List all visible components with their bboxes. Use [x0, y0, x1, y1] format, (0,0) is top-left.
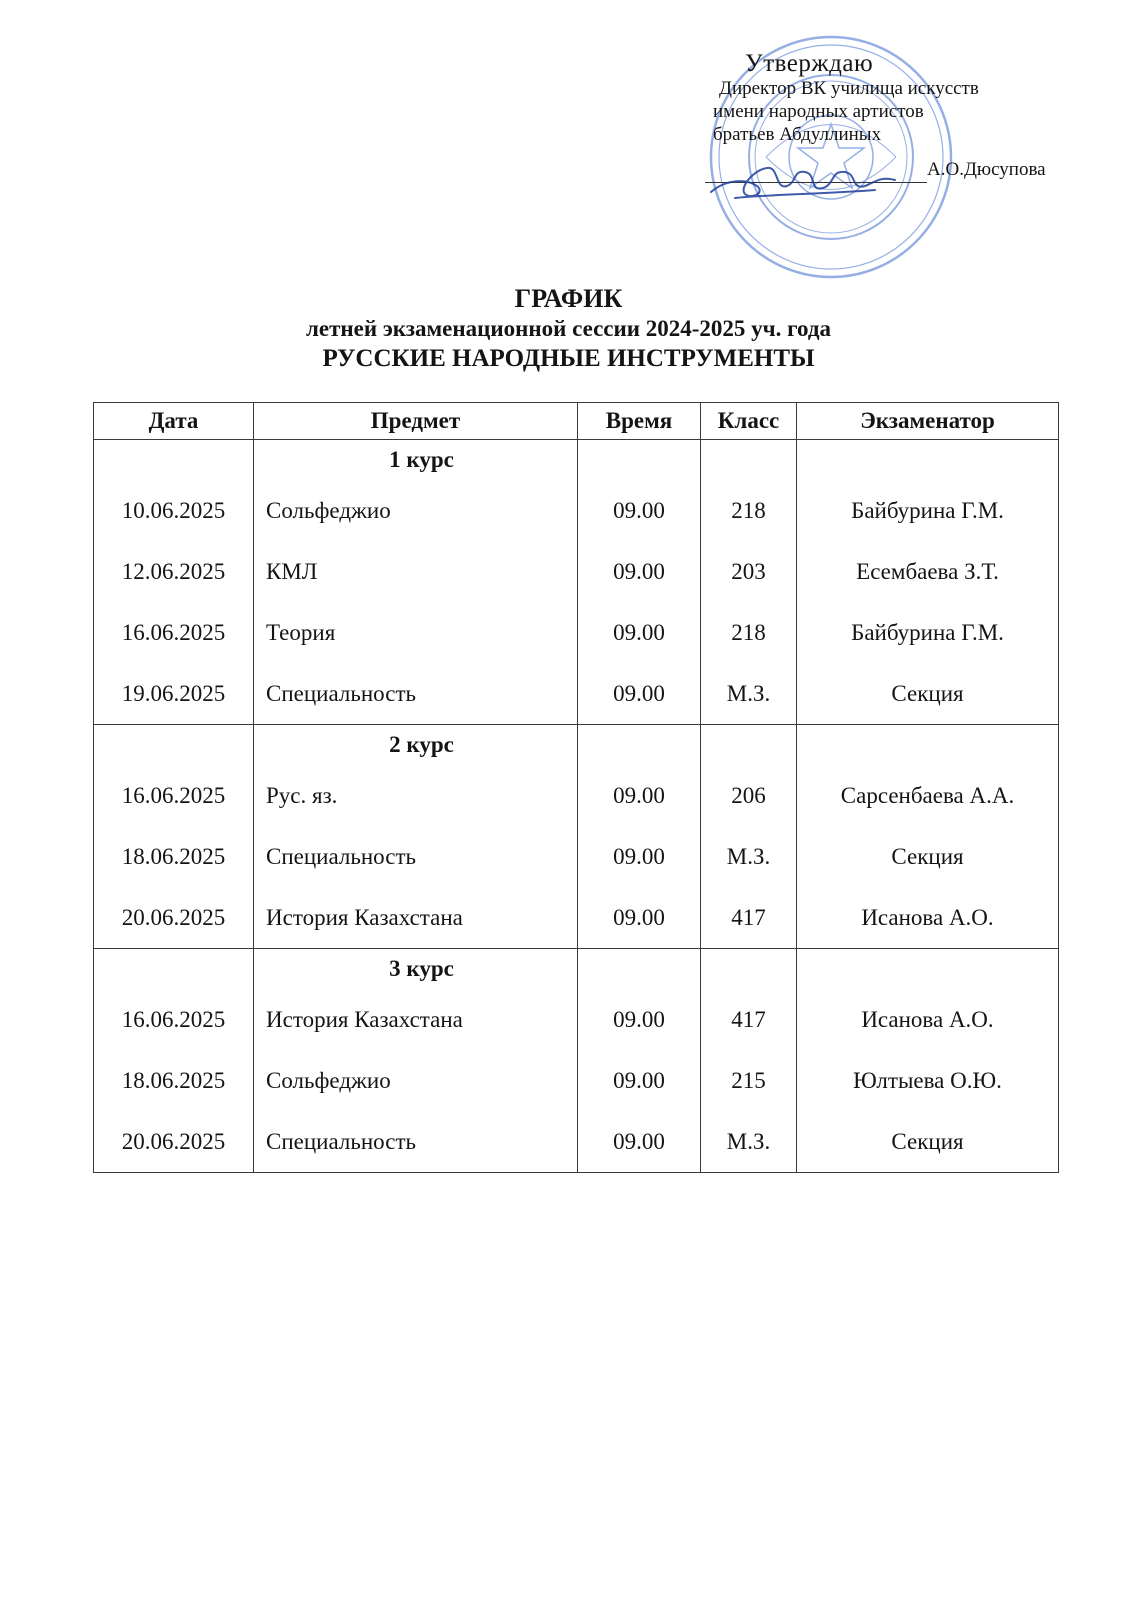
exam-time: 09.00: [613, 620, 665, 645]
exam-time: 09.00: [613, 1129, 665, 1154]
subject-column: [254, 949, 578, 1173]
exam-time: 09.00: [613, 1007, 665, 1032]
exam-examiner: Секция: [891, 1129, 964, 1154]
exam-subject: Специальность: [266, 681, 416, 706]
column-header-room: Класс: [701, 403, 797, 440]
exam-room: 203: [731, 559, 766, 584]
exam-subject: Специальность: [266, 1129, 416, 1154]
course-label: 1 курс: [389, 447, 454, 472]
exam-room: 218: [731, 498, 766, 523]
course-label: 2 курс: [389, 732, 454, 757]
approval-line: Директор ВК училища искусств: [719, 78, 979, 99]
column-header-subject: Предмет: [254, 403, 578, 440]
exam-examiner: Байбурина Г.М.: [851, 498, 1004, 523]
approval-line: братьев Абдуллиных: [713, 124, 882, 145]
exam-examiner: Есембаева З.Т.: [856, 559, 999, 584]
exam-examiner: Исанова А.О.: [861, 905, 994, 930]
exam-date: 20.06.2025: [121, 1129, 226, 1154]
exam-subject: Рус. яз.: [266, 783, 338, 808]
exam-date: 16.06.2025: [121, 783, 226, 808]
approval-heading: Утверждаю: [745, 50, 874, 77]
document-title: [0, 284, 1137, 374]
course-group: [94, 440, 1059, 725]
exam-subject: КМЛ: [266, 559, 318, 584]
exam-room: 417: [731, 1007, 766, 1032]
exam-date: 12.06.2025: [121, 559, 226, 584]
exam-time: 09.00: [613, 905, 665, 930]
room-column: [701, 440, 797, 725]
exam-time: 09.00: [613, 681, 665, 706]
exam-date: 19.06.2025: [121, 681, 226, 706]
exam-examiner: Байбурина Г.М.: [851, 620, 1004, 645]
course-group: [94, 725, 1059, 949]
exam-examiner: Сарсенбаева А.А.: [840, 783, 1015, 808]
examiner-column: [797, 949, 1059, 1173]
time-column: [578, 440, 701, 725]
signatory-name: А.О.Дюсупова: [927, 159, 1046, 180]
handwritten-signature: [705, 150, 905, 210]
exam-date: 18.06.2025: [121, 844, 226, 869]
date-column: [94, 440, 254, 725]
exam-subject: Сольфеджио: [266, 1068, 391, 1093]
column-header-date: Дата: [94, 403, 254, 440]
exam-time: 09.00: [613, 844, 665, 869]
exam-time: 09.00: [613, 1068, 665, 1093]
column-header-time: Время: [578, 403, 701, 440]
title-line-1: ГРАФИК: [514, 284, 623, 313]
exam-date: 10.06.2025: [121, 498, 226, 523]
exam-date: 16.06.2025: [121, 1007, 226, 1032]
date-column: [94, 949, 254, 1173]
exam-subject: Специальность: [266, 844, 416, 869]
room-column: [701, 725, 797, 949]
exam-room: М.З.: [726, 844, 771, 869]
approval-line: имени народных артистов: [713, 101, 924, 122]
exam-examiner: Секция: [891, 844, 964, 869]
exam-examiner: Секция: [891, 681, 964, 706]
exam-date: 18.06.2025: [121, 1068, 226, 1093]
title-line-3: РУССКИЕ НАРОДНЫЕ ИНСТРУМЕНТЫ: [322, 345, 815, 372]
time-column: [578, 725, 701, 949]
subject-column: [254, 440, 578, 725]
time-column: [578, 949, 701, 1173]
exam-room: М.З.: [726, 681, 771, 706]
course-group: [94, 949, 1059, 1173]
exam-time: 09.00: [613, 559, 665, 584]
exam-examiner: Юлтыева О.Ю.: [853, 1068, 1002, 1093]
exam-date: 16.06.2025: [121, 620, 226, 645]
exam-room: М.З.: [726, 1129, 771, 1154]
date-column: [94, 725, 254, 949]
exam-date: 20.06.2025: [121, 905, 226, 930]
exam-room: 417: [731, 905, 766, 930]
room-column: [701, 949, 797, 1173]
exam-room: 218: [731, 620, 766, 645]
exam-room: 206: [731, 783, 766, 808]
course-label: 3 курс: [389, 956, 454, 981]
exam-room: 215: [731, 1068, 766, 1093]
examiner-column: [797, 725, 1059, 949]
exam-subject: История Казахстана: [266, 905, 463, 930]
exam-time: 09.00: [613, 783, 665, 808]
exam-subject: История Казахстана: [266, 1007, 463, 1032]
exam-examiner: Исанова А.О.: [861, 1007, 994, 1032]
column-header-examiner: Экзаменатор: [797, 403, 1059, 440]
exam-schedule-table: [93, 402, 1059, 1173]
examiner-column: [797, 440, 1059, 725]
subject-column: [254, 725, 578, 949]
exam-subject: Теория: [266, 620, 336, 645]
table-header-row: [94, 403, 1059, 440]
title-line-2: летней экзаменационной сессии 2024-2025 уч. года: [305, 316, 831, 341]
exam-subject: Сольфеджио: [266, 498, 391, 523]
exam-time: 09.00: [613, 498, 665, 523]
